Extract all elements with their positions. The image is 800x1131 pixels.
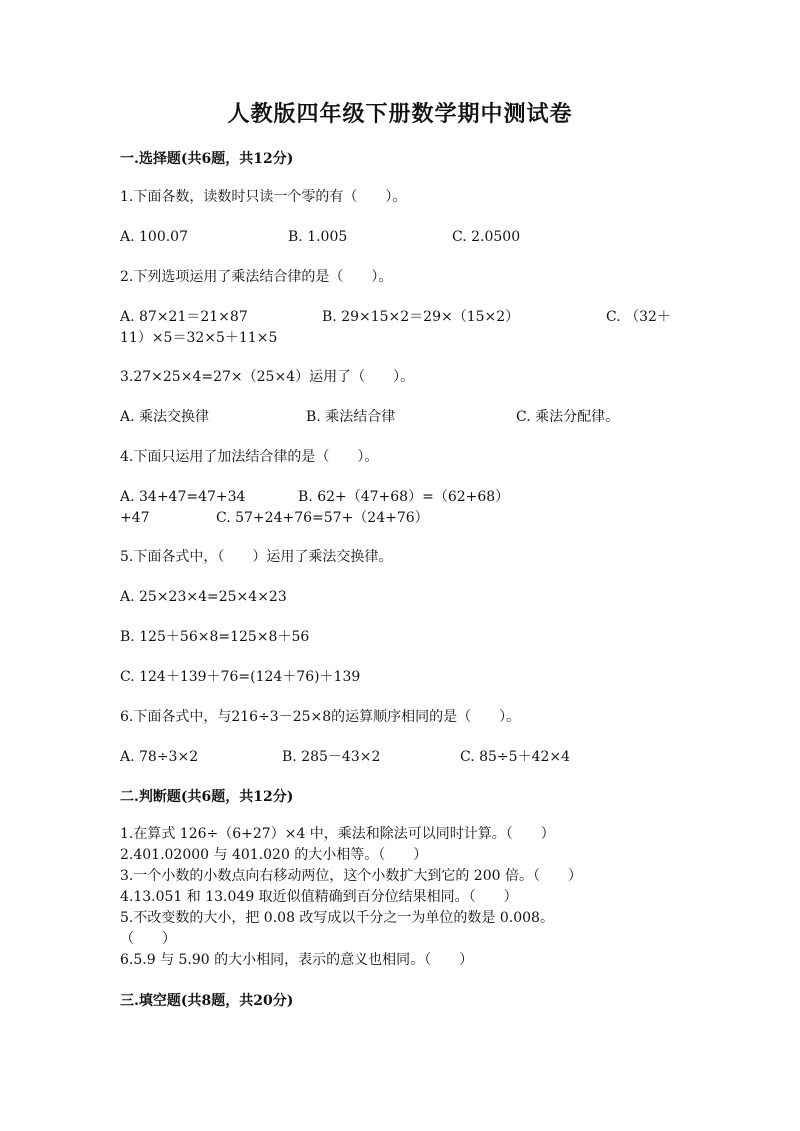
question-2-option-a: A. 87×21＝21×87 xyxy=(120,309,248,325)
question-3-option-a: A. 乘法交换律 xyxy=(120,409,210,425)
section-heading-judge: 二.判断题(共6题，共12分) xyxy=(120,789,294,805)
question-1-option-b: B. 1.005 xyxy=(288,229,348,245)
question-1-option-c: C. 2.0500 xyxy=(452,229,521,245)
question-4-option-b-cont: +47 xyxy=(120,510,150,526)
page-title: 人教版四年级下册数学期中测试卷 xyxy=(227,101,573,127)
question-4-option-a: A. 34+47=47+34 xyxy=(120,489,246,505)
section-heading-fill: 三.填空题(共8题，共20分) xyxy=(120,993,294,1009)
question-6-option-b: B. 285－43×2 xyxy=(282,749,381,765)
judge-1: 1.在算式 126÷（6+27）×4 中，乘法和除法可以同时计算。（ ） xyxy=(120,826,555,842)
question-3-option-c: C. 乘法分配律。 xyxy=(516,409,620,425)
judge-2: 2.401.02000 与 401.020 的大小相等。（ ） xyxy=(120,847,428,863)
question-4-option-c: C. 57+24+76=57+（24+76） xyxy=(216,510,429,526)
question-2-option-c: C. （32＋ xyxy=(606,309,671,325)
question-4-option-b: B. 62+（47+68）=（62+68） xyxy=(298,489,510,505)
question-5-option-a: A. 25×23×4=25×4×23 xyxy=(120,589,287,605)
question-1-option-a: A. 100.07 xyxy=(120,229,188,245)
question-2-stem: 2.下列选项运用了乘法结合律的是（ ）。 xyxy=(120,269,393,285)
section-heading-choice: 一.选择题(共6题，共12分) xyxy=(120,151,294,167)
judge-5: 5.不改变数的大小，把 0.08 改写成以千分之一为单位的数是 0.008。 xyxy=(120,910,554,926)
question-6-option-a: A. 78÷3×2 xyxy=(120,749,199,765)
question-6-option-c: C. 85÷5＋42×4 xyxy=(460,749,571,765)
question-1-stem: 1.下面各数，读数时只读一个零的有（ ）。 xyxy=(120,189,407,205)
question-4-stem: 4.下面只运用了加法结合律的是（ ）。 xyxy=(120,449,379,465)
question-5-stem: 5.下面各式中，（ ）运用了乘法交换律。 xyxy=(120,549,393,565)
question-3-option-b: B. 乘法结合律 xyxy=(306,409,396,425)
judge-6: 6.5.9 与 5.90 的大小相同，表示的意义也相同。（ ） xyxy=(120,952,474,968)
question-2-option-b: B. 29×15×2＝29×（15×2） xyxy=(322,309,520,325)
judge-4: 4.13.051 和 13.049 取近似值精确到百分位结果相同。（ ） xyxy=(120,889,518,905)
question-3-stem: 3.27×25×4=27×（25×4）运用了（ ）。 xyxy=(120,369,415,385)
question-5-option-b: B. 125＋56×8=125×8＋56 xyxy=(120,629,310,645)
question-6-stem: 6.下面各式中，与216÷3－25×8的运算顺序相同的是（ ）。 xyxy=(120,709,521,725)
judge-5-cont: （ ） xyxy=(120,931,176,947)
question-2-option-c-cont: 11）×5＝32×5＋11×5 xyxy=(120,330,278,346)
judge-3: 3.一个小数的小数点向右移动两位，这个小数扩大到它的 200 倍。（ ） xyxy=(120,868,582,884)
question-5-option-c: C. 124＋139＋76=(124＋76)＋139 xyxy=(120,669,361,685)
